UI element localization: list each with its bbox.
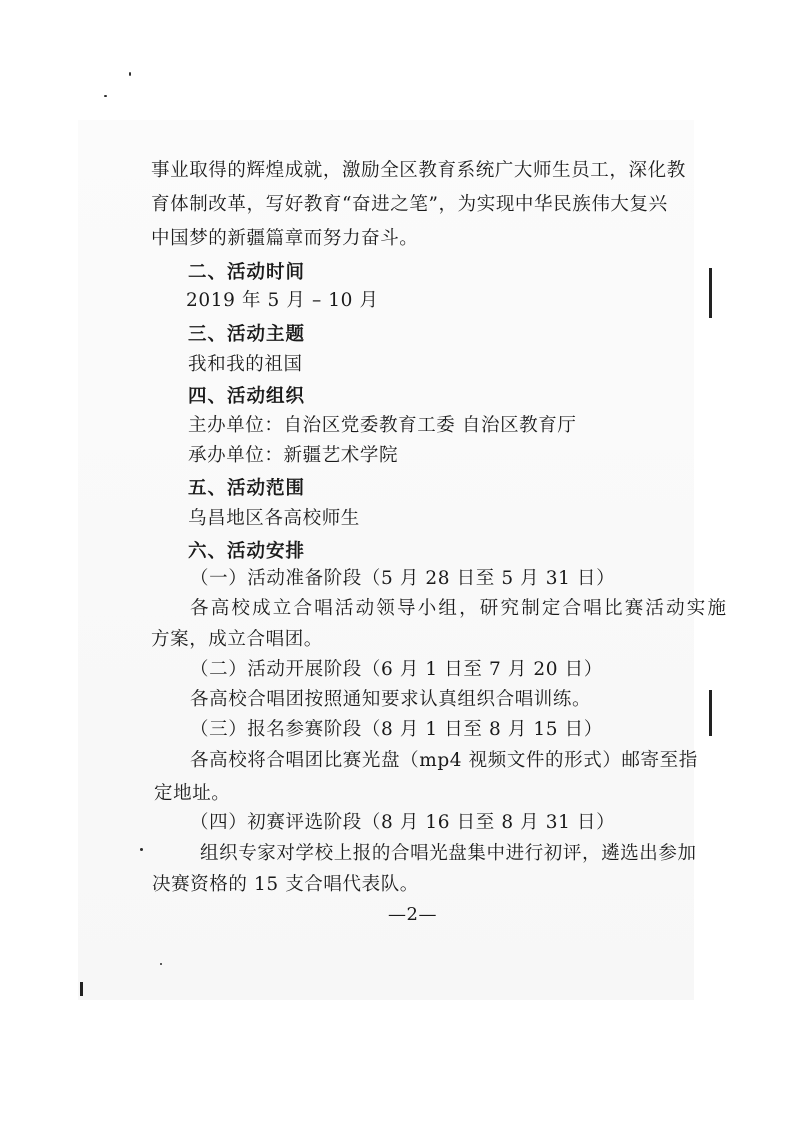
paragraph-line: 决赛资格的 15 支合唱代表队。: [152, 874, 419, 895]
paragraph-line: 育体制改革，写好教育“奋进之笔”，为实现中华民族伟大复兴: [151, 194, 668, 215]
scan-speck: [140, 848, 143, 851]
paragraph-line: 各高校合唱团按照通知要求认真组织合唱训练。: [190, 689, 592, 710]
paragraph-line: 各高校成立合唱活动领导小组，研究制定合唱比赛活动实施: [190, 598, 729, 619]
paragraph-line: 各高校将合唱团比赛光盘（mp4 视频文件的形式）邮寄至指: [190, 750, 698, 771]
activity-scope: 乌昌地区各高校师生: [188, 508, 360, 529]
organizer: 主办单位：自治区党委教育工委 自治区教育厅: [188, 415, 577, 436]
section-heading-schedule: 六、活动安排: [188, 541, 306, 562]
page-number: —2—: [388, 904, 437, 925]
activity-time: 2019 年 5 月 – 10 月: [186, 290, 379, 311]
stage-heading-preparation: （一）活动准备阶段（5 月 28 日至 5 月 31 日）: [190, 568, 616, 589]
paragraph-line: 事业取得的辉煌成就，激励全区教育系统广大师生员工，深化教: [151, 160, 686, 181]
scan-speck: [160, 963, 162, 965]
scanned-page-area: [78, 120, 694, 1000]
scan-edge-mark: [709, 268, 712, 318]
section-heading-scope: 五、活动范围: [188, 478, 306, 499]
section-heading-organization: 四、活动组织: [188, 386, 306, 407]
section-heading-theme: 三、活动主题: [188, 324, 306, 345]
stage-heading-preliminary: （四）初赛评选阶段（8 月 16 日至 8 月 31 日）: [190, 812, 616, 833]
stage-heading-registration: （三）报名参赛阶段（8 月 1 日至 8 月 15 日）: [190, 719, 603, 740]
activity-theme: 我和我的祖国: [188, 354, 303, 375]
section-heading-time: 二、活动时间: [188, 262, 306, 283]
scan-speck: [129, 72, 131, 76]
scan-edge-mark: [709, 690, 712, 736]
paragraph-line: 组织专家对学校上报的合唱光盘集中进行初评，遴选出参加: [200, 843, 697, 864]
stage-heading-development: （二）活动开展阶段（6 月 1 日至 7 月 20 日）: [190, 659, 603, 680]
paragraph-line: 方案，成立合唱团。: [151, 629, 323, 650]
scan-speck: [104, 95, 107, 97]
paragraph-line: 定地址。: [154, 783, 231, 804]
co-organizer: 承办单位：新疆艺术学院: [188, 445, 399, 466]
scan-edge-mark: [80, 982, 83, 996]
paragraph-line: 中国梦的新疆篇章而努力奋斗。: [151, 228, 419, 249]
